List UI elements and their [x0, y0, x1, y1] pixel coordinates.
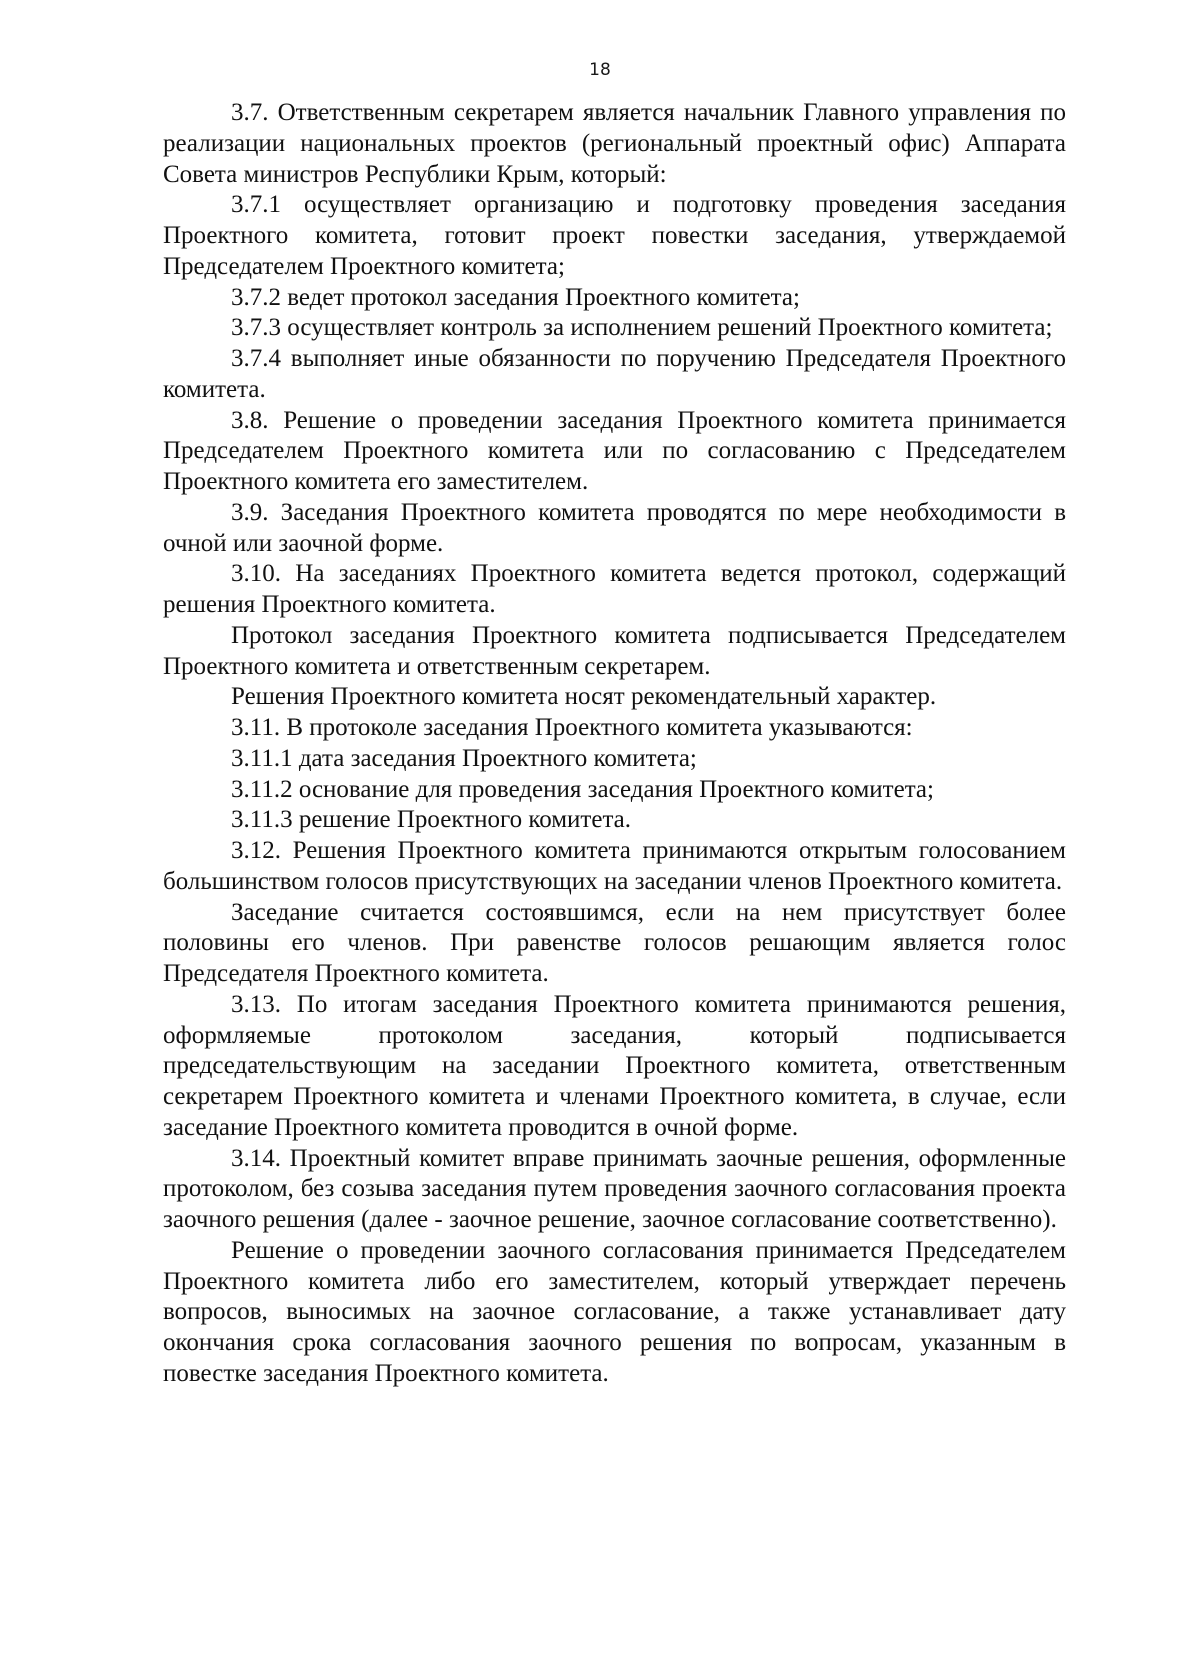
paragraph-3-11-3: 3.11.3 решение Проектного комитета. — [231, 806, 632, 834]
paragraph-3-7-2: 3.7.2 ведет протокол заседания Проектного комитета; — [231, 283, 800, 311]
paragraph-3-7-4: 3.7.4 выполняет иные обязанности по поручению Председателя Проектного комитета. — [163, 345, 1066, 403]
document-body — [163, 98, 1066, 1390]
paragraph-3-10: 3.10. На заседаниях Проектного комитета ведется протокол, содержащий решения Проектного комитета. — [163, 560, 1066, 618]
paragraph-3-12: 3.12. Решения Проектного комитета принимаются открытым голосованием большинством голосов присутствующих на заседании членов Проектного комитета. — [163, 837, 1066, 895]
paragraph-3-7: 3.7. Ответственным секретарем является начальник Главного управления по реализации национальных проектов (региональный проектный офис) Аппарата Совета министров Республики Крым, который: — [163, 99, 1066, 188]
paragraph-3-7-3: 3.7.3 осуществляет контроль за исполнением решений Проектного комитета; — [231, 314, 1053, 342]
paragraph-3-8: 3.8. Решение о проведении заседания Проектного комитета принимается Председателем Проектного комитета или по согласованию с Председателем Проектного комитета его заместителем. — [163, 406, 1066, 495]
paragraph-3-14: 3.14. Проектный комитет вправе принимать заочные решения, оформленные протоколом, без созыва заседания путем проведения заочного согласования проекта заочного решения (далее - заочное решение, заочное согласование соответственно). — [163, 1144, 1066, 1233]
paragraph-3-11: 3.11. В протоколе заседания Проектного комитета указываются: — [231, 714, 913, 741]
paragraph-3-11-1: 3.11.1 дата заседания Проектного комитета; — [231, 744, 697, 772]
paragraph-3-13: 3.13. По итогам заседания Проектного комитета принимаются решения, оформляемые протоколом заседания, который подписывается председательствующим на заседании Проектного комитета, ответственным секретарем Проектного комитета и членами Проектного комитета, в случае, если заседание Проектного комитета проводится в очной форме. — [163, 990, 1066, 1141]
paragraph-protocol-signing: Протокол заседания Проектного комитета подписывается Председателем Проектного комитета и ответственным секретарем. — [163, 621, 1066, 680]
paragraph-3-7-1: 3.7.1 осуществляет организацию и подготовку проведения заседания Проектного комитета, готовит проект повестки заседания, утверждаемой Председателем Проектного комитета; — [163, 191, 1066, 280]
paragraph-3-11-2: 3.11.2 основание для проведения заседания Проектного комитета; — [231, 775, 934, 803]
page-number: 18 — [589, 60, 611, 80]
paragraph-quorum: Заседание считается состоявшимся, если на нем присутствует более половины его членов. При равенстве голосов решающим является голос Председателя Проектного комитета. — [163, 898, 1066, 987]
paragraph-recommendations: Решения Проектного комитета носят рекомендательный характер. — [231, 683, 937, 711]
paragraph-remote-approval: Решение о проведении заочного согласования принимается Председателем Проектного комитета либо его заместителем, который утверждает перечень вопросов, выносимых на заочное согласование, а также устанавливает дату окончания срока согласования заочного решения по вопросам, указанным в повестке заседания Проектного комитета. — [163, 1236, 1066, 1387]
paragraph-3-9: 3.9. Заседания Проектного комитета проводятся по мере необходимости в очной или заочной форме. — [163, 498, 1066, 557]
